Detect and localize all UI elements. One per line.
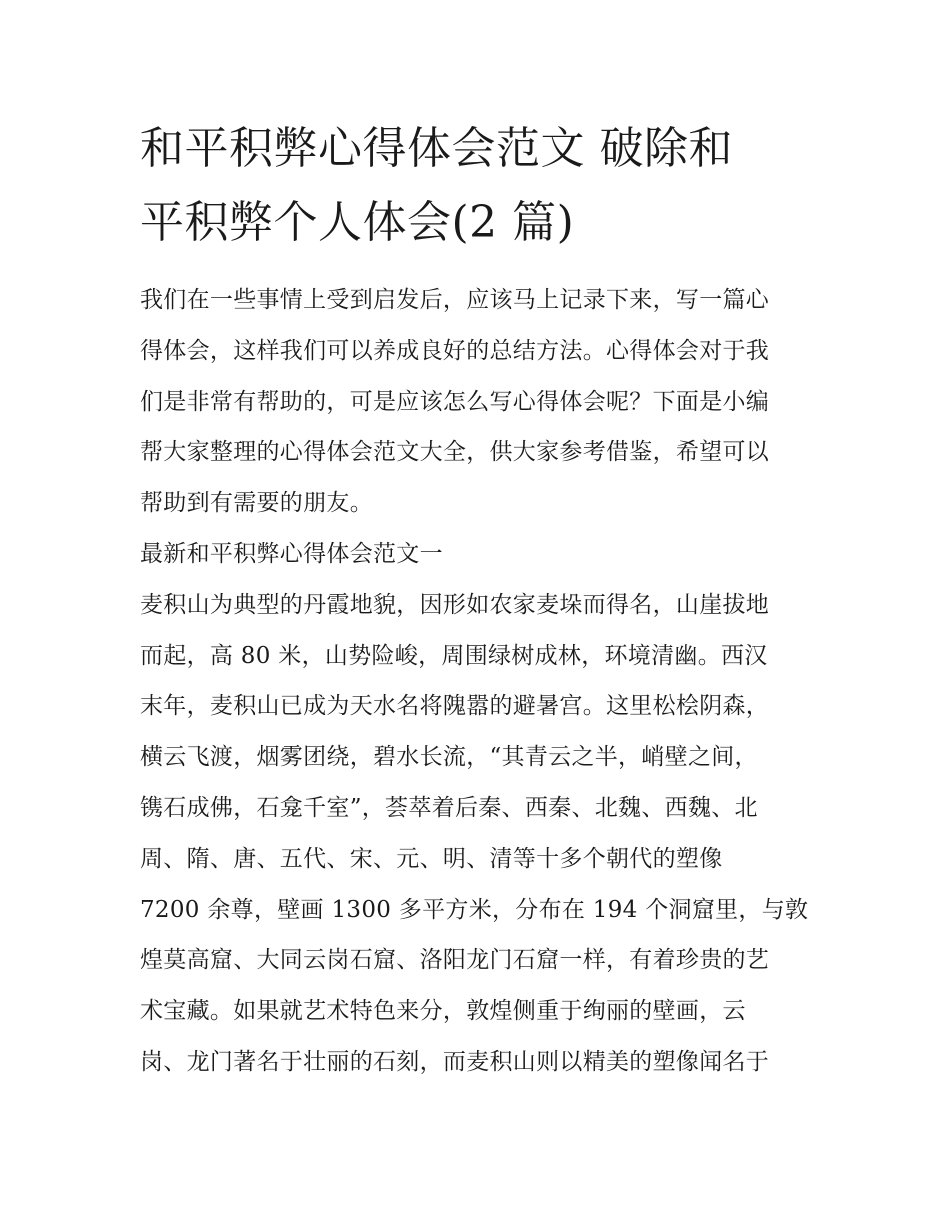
section-heading: 最新和平积弊心得体会范文一 — [140, 540, 443, 567]
essay-paragraph-line: 末年，麦积山已成为天水名将隗嚣的避暑宫。这里松桧阴森， — [140, 693, 770, 720]
essay-paragraph-line: 煌莫高窟、大同云岗石窟、洛阳龙门石窟一样，有着珍贵的艺 — [140, 947, 770, 974]
essay-paragraph-line: 术宝藏。如果就艺术特色来分，敦煌侧重于绚丽的壁画，云 — [140, 998, 746, 1025]
essay-paragraph-line: 而起，高 80 米，山势险峻，周围绿树成林，环境清幽。西汉 — [140, 642, 768, 669]
essay-paragraph-line: 岗、龙门著名于壮丽的石刻，而麦积山则以精美的塑像闻名于 — [140, 1048, 770, 1075]
document-title — [140, 112, 820, 260]
essay-paragraph-line: 周、隋、唐、五代、宋、元、明、清等十多个朝代的塑像 — [140, 845, 723, 872]
essay-paragraph-line: 麦积山为典型的丹霞地貌，因形如农家麦垛而得名，山崖拔地 — [140, 591, 770, 618]
intro-paragraph-line: 们是非常有帮助的，可是应该怎么写心得体会呢？下面是小编 — [140, 388, 770, 415]
essay-paragraph-line: 镌石成佛，石龛千室”，荟萃着后秦、西秦、北魏、西魏、北 — [140, 794, 758, 821]
intro-paragraph-line: 我们在一些事情上受到启发后，应该马上记录下来，写一篇心 — [140, 287, 770, 313]
intro-paragraph-line: 得体会，这样我们可以养成良好的总结方法。心得体会对于我 — [140, 337, 770, 364]
intro-paragraph-line: 帮大家整理的心得体会范文大全，供大家参考借鉴，希望可以 — [140, 439, 770, 466]
essay-paragraph-line: 7200 余尊，壁画 1300 多平方米，分布在 194 个洞窟里，与敦 — [140, 896, 809, 923]
document-body — [140, 281, 820, 1094]
essay-paragraph-line: 横云飞渡，烟雾团绕，碧水长流，“其青云之半，峭壁之间， — [140, 744, 758, 771]
title-line: 平积弊个人体会(2 篇) — [140, 197, 575, 248]
title-line: 和平积弊心得体会范文 破除和 — [140, 123, 733, 174]
intro-paragraph-line: 帮助到有需要的朋友。 — [140, 490, 373, 517]
